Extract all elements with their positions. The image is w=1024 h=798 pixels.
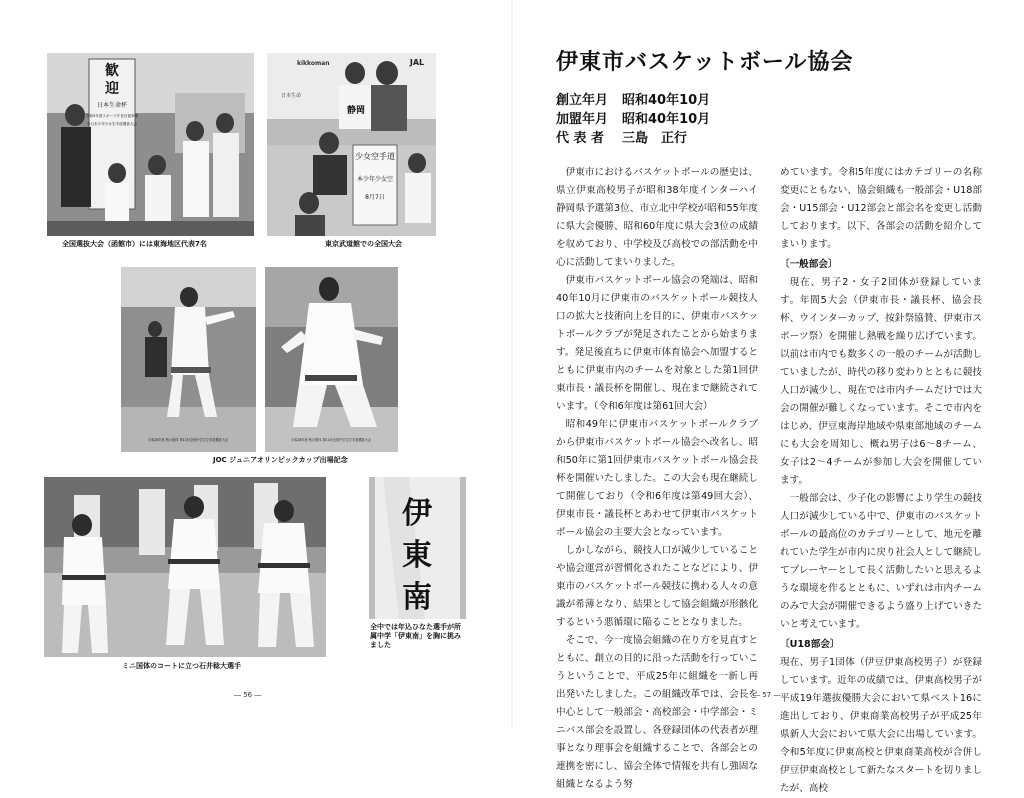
banner-nissay: 日本生命 bbox=[281, 93, 302, 99]
photo-kata-boy bbox=[121, 267, 256, 452]
banner-kikkoman: kikkoman bbox=[297, 60, 330, 67]
paragraph: 昭和49年に伊東市バスケットボールクラブから伊東市バスケットボール協会へ改名し、昭和50年に第1回伊東市バスケットボール協会長杯を開催いたしました。この大会も現在継続して開催しており（令和6年度は第49回大会）、伊東市長・議長杯とあわせて伊東市バスケットボール協会の主要大会となっています。 bbox=[556, 419, 758, 538]
info-row-joined bbox=[556, 111, 710, 129]
photo-ito-minami-emblem bbox=[369, 477, 466, 619]
info-value: 三島 正行 bbox=[622, 131, 688, 146]
paragraph: しかしながら、競技人口が減少していることや協会運営が習慣化されたことなどにより、伊東市のバスケットボール競技に携わる人々の意識が希薄となり、結果として協会組織が形骸化するという悪循環に陥ることとなりました。 bbox=[556, 545, 758, 628]
paragraph: 伊東市におけるバスケットボールの歴史は、県立伊東高校男子が昭和38年度インターハイ静岡県予選第3位、市立北中学校が昭和55年度に県大会優勝、昭和60年度に県大会3位の成績を収めており、中学校及び高校での部活動を中心に活動してまいりました。 bbox=[556, 167, 758, 268]
info-value: 昭和40年10月 bbox=[622, 112, 711, 127]
info-row-founded bbox=[556, 92, 710, 110]
caption-photo-2: 東京武道館での全国大会 bbox=[325, 240, 402, 248]
info-label: 加盟年月 bbox=[556, 112, 609, 127]
photo-tokyo-budokan bbox=[267, 53, 436, 236]
photo-selection-tournament bbox=[47, 53, 254, 236]
info-row-representative bbox=[556, 130, 687, 148]
photo-mini-kokutai bbox=[44, 477, 326, 657]
emblem-char-1: 伊 bbox=[402, 496, 432, 531]
emblem-char-2: 東 bbox=[402, 538, 432, 573]
paragraph: 現在、男子1団体（伊豆伊東高校男子）が登録しています。近年の成績では、伊東高校男子が平成19年選抜優勝大会において県ベスト16に進出しており、伊東商業高校男子が平成25年県新人大会において県大会に出場しています。令和5年度に伊東高校と伊東商業高校が合併し伊豆伊東高校として新たなスタートを切りましたが、高校 bbox=[780, 657, 982, 794]
photo-scene bbox=[369, 477, 466, 619]
caption-mini-kokutai: ミニ国体のコートに立つ石井稔大選手 bbox=[122, 662, 241, 670]
sign-cup-name: 日本生命杯 bbox=[96, 102, 128, 109]
sign-tournament: 本少年少女空 bbox=[356, 176, 394, 183]
sign-date: 8月7日 bbox=[365, 194, 385, 201]
sign-award: 令和5年度スポーツ庁長官賞争奪 bbox=[85, 114, 139, 118]
sign-welcome-1: 歓 bbox=[105, 63, 119, 79]
info-label: 代 表 者 bbox=[556, 131, 605, 146]
placard-shizuoka: 静岡 bbox=[346, 106, 366, 116]
paragraph: めています。令和5年度にはカテゴリーの名称変更にともない、協会組織も一般部会・U18部会・U15部会・U12部会と部会名を変更し活動しております。以下、各部会の活動を紹介してまいります。 bbox=[780, 167, 982, 250]
caption-ito-minami: 全中では年込ひなた選手が所属中学「伊東南」を胸に挑みました bbox=[370, 623, 461, 649]
paragraph: 一般部会は、少子化の影響により学生の競技人口が減少している中で、伊東市のバスケットボールの最高位のカテゴリーとして、地元を離れていた学生が市内に戻り社会人として継続してプレーヤーとして長く活動したいと思えるような環境を作るとともに、いずれは市内チームのみで大会が開催できるよう盛り上げていきたいと考えています。 bbox=[780, 493, 982, 630]
body-column-2 bbox=[780, 164, 982, 794]
article-title: 伊東市バスケットボール協会 bbox=[556, 50, 854, 75]
banner-text-3: 平成28年度 秋の国体 第11回全国中学生空手道選抜大会 bbox=[147, 438, 229, 442]
photo-scene bbox=[121, 267, 256, 452]
caption-joc-cup: JOC ジュニアオリンピックカップ出場記念 bbox=[213, 456, 348, 464]
caption-photo-1: 全国選抜大会（函館市）には東海地区代表7名 bbox=[62, 240, 207, 248]
section-heading-general: 〔一般部会〕 bbox=[780, 259, 838, 270]
photo-scene bbox=[44, 477, 326, 657]
sign-event: 全日本少年少女空手道選抜大会 bbox=[86, 122, 138, 126]
banner-jal: JAL bbox=[409, 58, 425, 67]
emblem-char-3: 南 bbox=[402, 580, 432, 615]
info-label: 創立年月 bbox=[556, 93, 609, 108]
page-number-left: ― 56 ― bbox=[234, 691, 262, 699]
page-number-right: ― 57 ― bbox=[753, 691, 781, 699]
info-value: 昭和40年10月 bbox=[622, 93, 711, 108]
photo-scene bbox=[267, 53, 436, 236]
sign-welcome-2: 迎 bbox=[105, 81, 119, 97]
banner-text-4: 平成28年度 秋の国体 第11回全国中学生空手道選抜大会 bbox=[290, 438, 372, 442]
paragraph: 伊東市バスケットボール協会の発端は、昭和40年10月に伊東市のバスケットボール競技人口の拡大と技術向上を目的に、伊東市バスケットボールクラブが発足されたことから始まります。発足後直ちに伊東市体育協会へ加盟するとともに伊東市内のチームを対象とした第1回伊東市長・議長杯を開催し、現在まで継続されています。（令和6年度は第61回大会） bbox=[556, 275, 758, 412]
section-heading-u18: 〔U18部会〕 bbox=[780, 639, 840, 650]
photo-scene bbox=[47, 53, 254, 236]
photo-scene bbox=[265, 267, 398, 452]
page-gutter bbox=[511, 0, 513, 728]
paragraph: 現在、男子2・女子2団体が登録しています。年間5大会（伊東市長・議長杯、協会長杯、ウインターカップ、按針祭協賛、伊東市スポーツ祭）を開催し熱戦を繰り広げています。以前は市内でも数多くの一般のチームが活動していましたが、時代の移り変わりとともに競技人口が減少し、現在では市内チームだけでは大会の開催が難しくなっています。そこで市内をはじめ、伊豆東海岸地域や県東部地域のチームにも大会を周知し、概ね男子は6～8チーム、女子は2～4チームが参加し大会を開催しています。 bbox=[780, 277, 982, 486]
paragraph: そこで、今一度協会組織の在り方を見直すとともに、創立の目的に沿った活動を行っていこうということで、平成25年に組織を一新し再出発いたしました。この組織改革では、会長を中心として一般部会・高校部会・中学部会・ミニバス部会を設置し、各登録団体の代表者が理事となり理事会を組織することで、各部会との連携を密にし、協会全体で情報を共有し強固な組織となるよう努 bbox=[556, 635, 758, 790]
sign-karate: 少女空手道 bbox=[355, 152, 395, 161]
body-column-1 bbox=[556, 164, 758, 790]
photo-kata-girl bbox=[265, 267, 398, 452]
